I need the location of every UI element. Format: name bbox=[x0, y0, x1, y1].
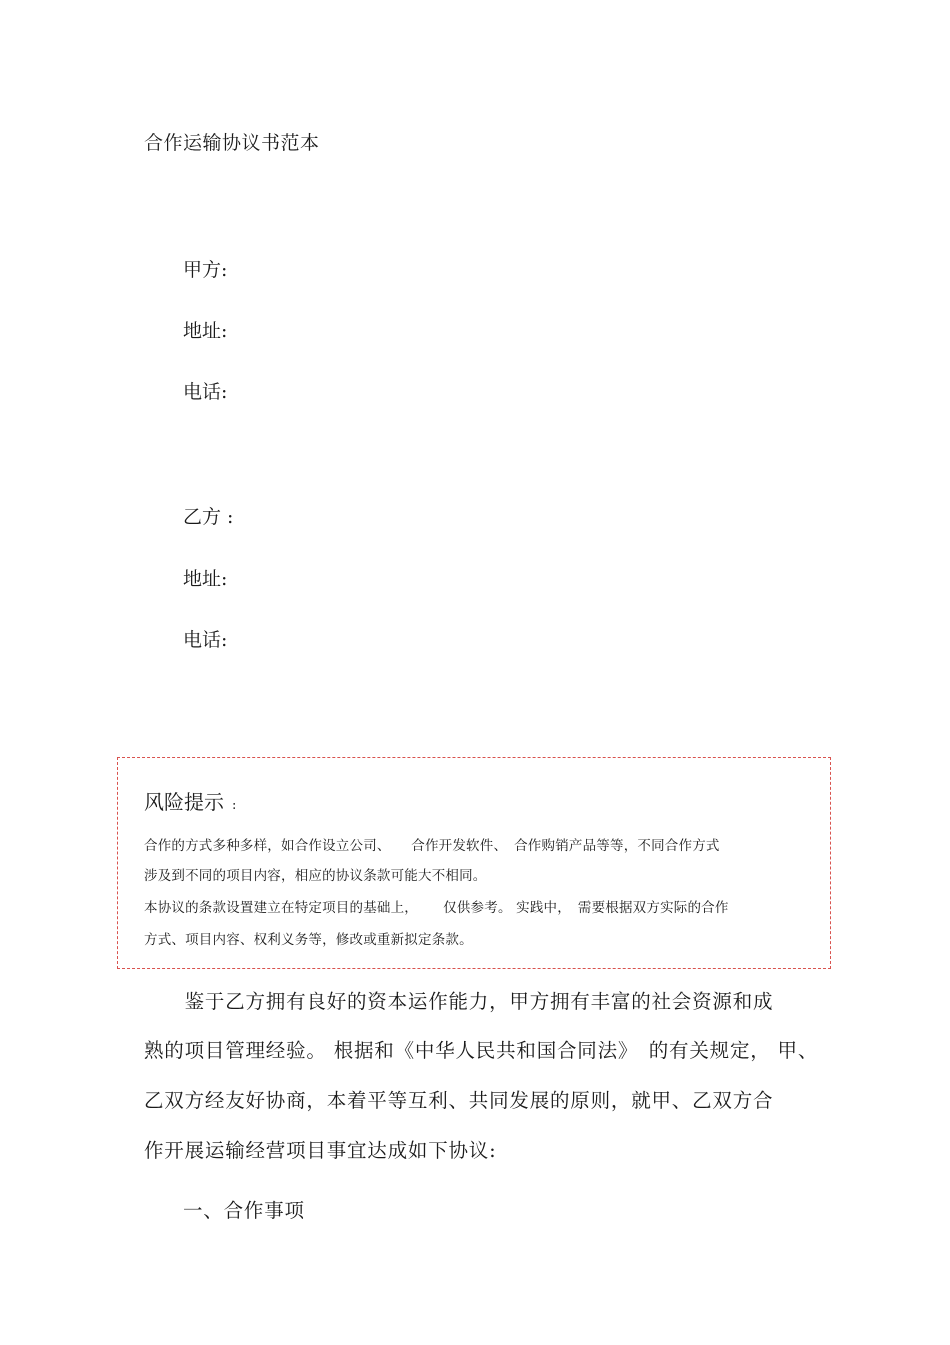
document-title: 合作运输协议书范本 bbox=[144, 132, 320, 154]
risk-notice-line: 方式、项目内容、权利义务等，修改或重新拟定条款。 bbox=[144, 932, 473, 948]
party-b-address-label: 地址: bbox=[183, 568, 228, 590]
risk-notice-title-text: 风险提示 bbox=[144, 790, 224, 814]
party-a-address-label: 地址: bbox=[183, 320, 228, 342]
party-b-phone-label: 电话: bbox=[183, 629, 228, 651]
party-b-name-label: 乙方 : bbox=[183, 506, 234, 528]
risk-notice-box bbox=[117, 757, 831, 969]
party-a-name-label: 甲方: bbox=[183, 259, 228, 281]
risk-notice-line: 合作的方式多种多样，如合作设立公司、 合作开发软件、 合作购销产品等等，不同合作方式 bbox=[144, 838, 720, 854]
preamble-line: 作开展运输经营项目事宜达成如下协议: bbox=[144, 1139, 497, 1162]
preamble-line: 鉴于乙方拥有良好的资本运作能力，甲方拥有丰富的社会资源和成 bbox=[144, 990, 774, 1013]
risk-notice-title-colon: : bbox=[232, 798, 237, 813]
preamble-line: 熟的项目管理经验。 根据和《中华人民共和国合同法》 的有关规定， 甲、 bbox=[144, 1039, 819, 1062]
party-a-phone-label: 电话: bbox=[183, 381, 228, 403]
risk-notice-line: 涉及到不同的项目内容，相应的协议条款可能大不相同。 bbox=[144, 868, 487, 884]
risk-notice-title bbox=[144, 786, 236, 815]
section-heading: 一、合作事项 bbox=[183, 1199, 305, 1222]
preamble-line: 乙双方经友好协商，本着平等互利、共同发展的原则，就甲、乙双方合 bbox=[144, 1089, 774, 1112]
risk-notice-line: 本协议的条款设置建立在特定项目的基础上， 仅供参考。 实践中， 需要根据双方实际的合作 bbox=[144, 900, 729, 916]
